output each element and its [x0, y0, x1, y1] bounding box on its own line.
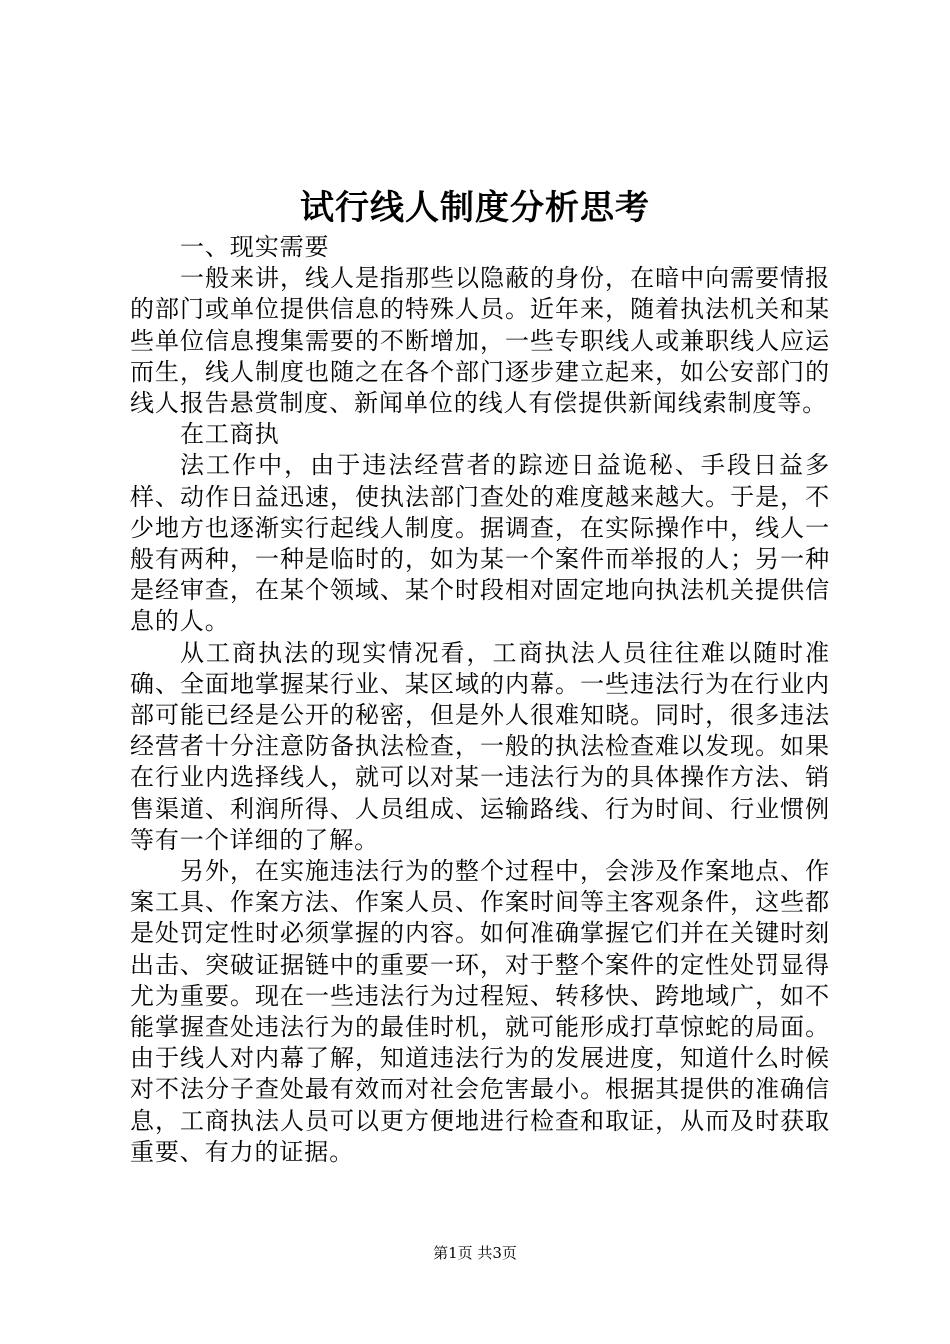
- body-paragraph: 在工商执: [180, 420, 280, 449]
- body-paragraph: 一般来讲，线人是指那些以隐蔽的身份，在暗中向需要情报的部门或单位提供信息的特殊人员。近年来，随着执法机关和某些单位信息搜集需要的不断增加，一些专职线人或兼职线人应运而生，线人制度也随之在各个部门逐步建立起来，如公安部门的线人报告悬赏制度、新闻单位的线人有偿提供新闻线索制度等。: [130, 264, 830, 418]
- body-paragraph: 从工商执法的现实情况看，工商执法人员往往难以随时准确、全面地掌握某行业、某区域的内幕。一些违法行为在行业内部可能已经是公开的秘密，但是外人很难知晓。同时，很多违法经营者十分注意防备执法检查，一般的执法检查难以发现。如果在行业内选择线人，就可以对某一违法行为的具体操作方法、销售渠道、利润所得、人员组成、运输路线、行为时间、行业惯例等有一个详细的了解。: [130, 638, 830, 854]
- page-number-footer: 第1页 共3页: [433, 1244, 517, 1262]
- document-body: [130, 232, 830, 1168]
- section-heading: 一、现实需要: [180, 233, 330, 261]
- body-paragraph: 法工作中，由于违法经营者的踪迹日益诡秘、手段日益多样、动作日益迅速，使执法部门查处的难度越来越大。于是，不少地方也逐渐实行起线人制度。据调查，在实际操作中，线人一般有两种，一种是临时的，如为某一个案件而举报的人；另一种是经审查，在某个领域、某个时段相对固定地向执法机关提供信息的人。: [130, 451, 830, 636]
- document-title: 试行线人制度分析思考: [300, 188, 650, 228]
- body-paragraph: 另外，在实施违法行为的整个过程中，会涉及作案地点、作案工具、作案方法、作案人员、作案时间等主客观条件，这些都是处罚定性时必须掌握的内容。如何准确掌握它们并在关键时刻出击、突破证据链中的重要一环，对于整个案件的定性处罚显得尤为重要。现在一些违法行为过程短、转移快、跨地域广，如不能掌握查处违法行为的最佳时机，就可能形成打草惊蛇的局面。由于线人对内幕了解，知道违法行为的发展进度，知道什么时候对不法分子查处最有效而对社会危害最小。根据其提供的准确信息，工商执法人员可以更方便地进行检查和取证，从而及时获取重要、有力的证据。: [130, 857, 830, 1166]
